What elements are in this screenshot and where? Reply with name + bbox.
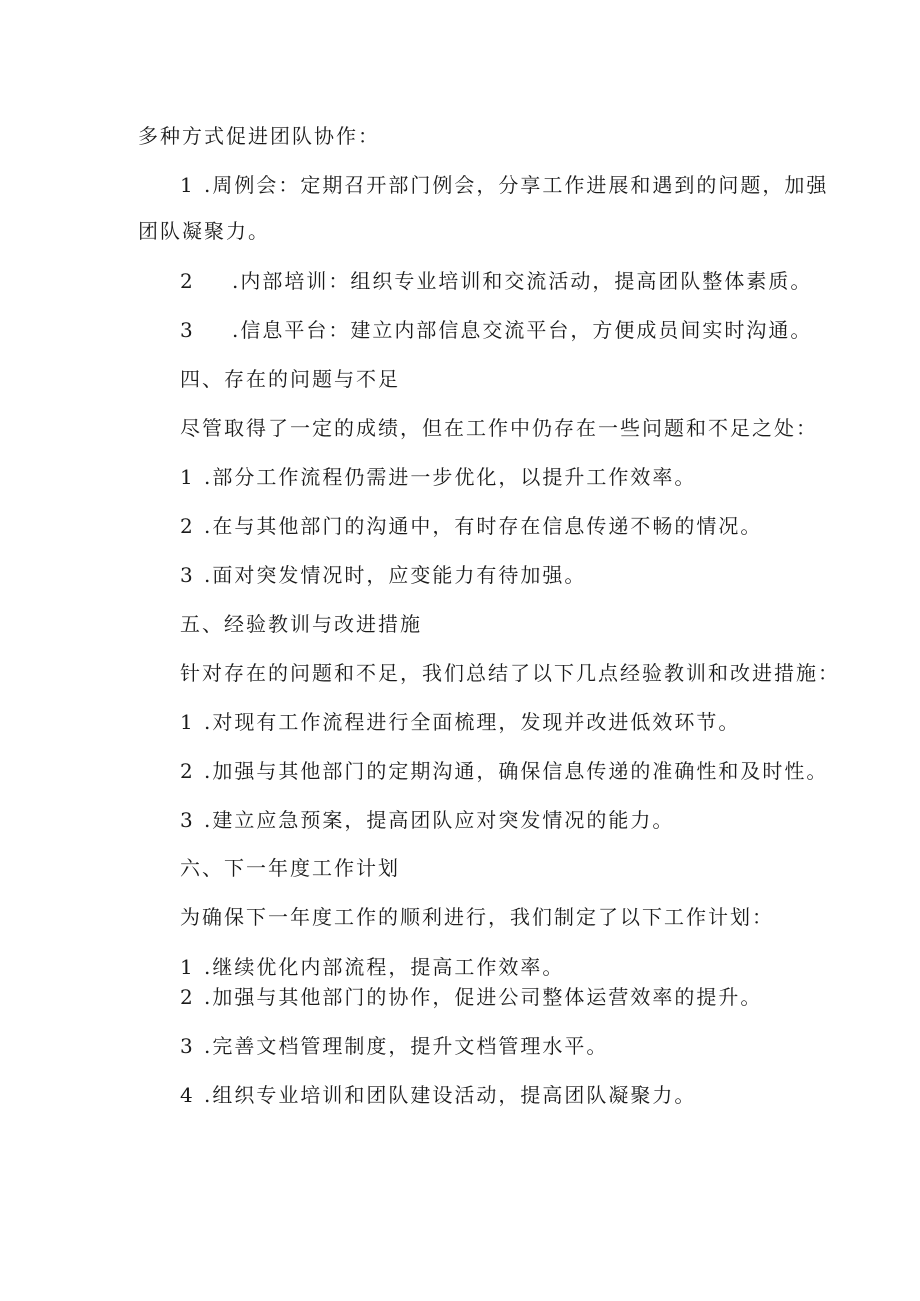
section-4-item-2 bbox=[180, 512, 762, 540]
item-number: 3 bbox=[180, 563, 195, 587]
item-text: .继续优化内部流程，提高工作效率。 bbox=[204, 955, 565, 979]
item-number: 1 bbox=[180, 465, 195, 489]
section-5-item-3 bbox=[180, 806, 674, 834]
item-number: 3 bbox=[180, 318, 195, 342]
section-4-item-1 bbox=[180, 463, 696, 491]
item-text: .组织专业培训和团队建设活动，提高团队凝聚力。 bbox=[204, 1083, 697, 1107]
item-number: 4 bbox=[180, 1083, 195, 1107]
item-text: .内部培训：组织专业培训和交流活动，提高团队整体素质。 bbox=[232, 269, 813, 293]
item-number: 2 bbox=[180, 985, 195, 1009]
item-text: .加强与其他部门的协作，促进公司整体运营效率的提升。 bbox=[204, 985, 763, 1009]
collab-item-3 bbox=[180, 316, 812, 344]
collab-item-1-continuation: 团队凝聚力。 bbox=[138, 219, 270, 243]
section-5-item-1 bbox=[180, 708, 740, 736]
section-6-item-3 bbox=[180, 1032, 608, 1060]
item-text: .面对突发情况时，应变能力有待加强。 bbox=[204, 563, 587, 587]
item-number: 3 bbox=[180, 1034, 195, 1058]
section-6-item-4 bbox=[180, 1081, 696, 1109]
section-4-intro: 尽管取得了一定的成绩，但在工作中仍存在一些问题和不足之处： bbox=[180, 416, 818, 440]
item-text: .对现有工作流程进行全面梳理，发现并改进低效环节。 bbox=[204, 710, 741, 734]
section-6-heading: 六、下一年度工作计划 bbox=[180, 856, 400, 880]
item-text: .完善文档管理制度，提升文档管理水平。 bbox=[204, 1034, 609, 1058]
item-number: 2 bbox=[180, 514, 195, 538]
collab-item-1 bbox=[180, 171, 828, 199]
section-5-heading: 五、经验教训与改进措施 bbox=[180, 612, 422, 636]
section-6-item-1 bbox=[180, 953, 564, 981]
item-number: 1 bbox=[180, 173, 195, 197]
item-number: 2 bbox=[180, 759, 195, 783]
item-text: .信息平台：建立内部信息交流平台，方便成员间实时沟通。 bbox=[232, 318, 813, 342]
item-text: .在与其他部门的沟通中，有时存在信息传递不畅的情况。 bbox=[204, 514, 763, 538]
section-4-heading: 四、存在的问题与不足 bbox=[180, 367, 400, 391]
item-text: .周例会：定期召开部门例会，分享工作进展和遇到的问题，加强 bbox=[204, 173, 829, 197]
item-text: .建立应急预案，提高团队应对突发情况的能力。 bbox=[204, 808, 675, 832]
item-text: .加强与其他部门的定期沟通，确保信息传递的准确性和及时性。 bbox=[204, 759, 829, 783]
item-number: 1 bbox=[180, 710, 195, 734]
item-number: 1 bbox=[180, 955, 195, 979]
section-5-item-2 bbox=[180, 757, 828, 785]
item-text: .部分工作流程仍需进一步优化，以提升工作效率。 bbox=[204, 465, 697, 489]
collab-item-2 bbox=[180, 267, 812, 295]
section-4-item-3 bbox=[180, 561, 586, 589]
item-number: 3 bbox=[180, 808, 195, 832]
collab-intro: 多种方式促进团队协作： bbox=[138, 124, 380, 148]
section-5-intro: 针对存在的问题和不足，我们总结了以下几点经验教训和改进措施： bbox=[180, 661, 840, 685]
item-number: 2 bbox=[180, 269, 195, 293]
section-6-intro: 为确保下一年度工作的顺利进行，我们制定了以下工作计划： bbox=[180, 905, 774, 929]
section-6-item-2 bbox=[180, 983, 762, 1011]
